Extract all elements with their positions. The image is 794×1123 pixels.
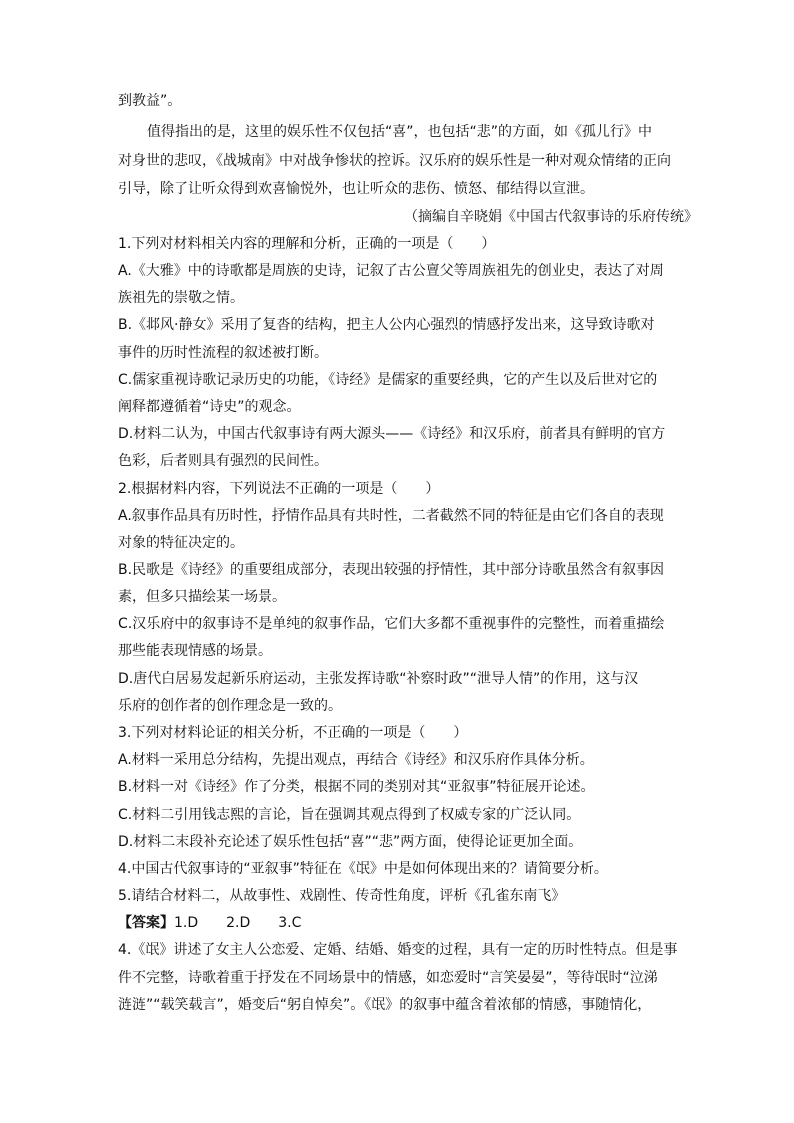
option-line: C.儒家重视诗歌记录历史的功能，《诗经》是儒家的重要经典，它的产生以及后世对它的 xyxy=(118,372,658,388)
option-line: 族祖先的崇敬之情。 xyxy=(118,290,244,306)
option-line: B.民歌是《诗经》的重要组成部分，表现出较强的抒情性，其中部分诗歌虽然含有叙事因 xyxy=(118,562,665,578)
paragraph-line: 引导，除了让听众得到欢喜愉悦外，也让听众的悲伤、愤怒、郁结得以宣泄。 xyxy=(118,181,594,197)
option-line: 色彩，后者则具有强烈的民间性。 xyxy=(118,453,328,469)
option-line: A.《大雅》中的诗歌都是周族的史诗，记叙了古公亶父等周族祖先的创业史，表达了对周 xyxy=(118,263,664,279)
question-stem: 4.中国古代叙事诗的“亚叙事”特征在《氓》中是如何体现出来的？请简要分析。 xyxy=(118,861,608,877)
question-stem: 3.下列对材料论证的相关分析，不正确的一项是（ ） xyxy=(118,725,468,741)
option-line: 对象的特征决定的。 xyxy=(118,535,244,551)
option-line: D.材料二末段补充论述了娱乐性包括“喜”“悲”两方面，使得论证更加全面。 xyxy=(118,834,583,850)
paragraph-line: 值得指出的是，这里的娱乐性不仅包括“喜”，也包括“悲”的方面，如《孤儿行》中 xyxy=(147,124,653,140)
question-stem: 2.根据材料内容，下列说法不正确的一项是（ ） xyxy=(118,481,440,497)
option-line: D.材料二认为，中国古代叙事诗有两大源头——《诗经》和汉乐府，前者具有鲜明的官方 xyxy=(118,426,666,442)
answer-line: 件不完整，诗歌着重于抒发在不同场景中的情感，如恋爱时“言笑晏晏”，等待氓时“泣涕 xyxy=(118,970,658,986)
option-line: B.《邶风·静女》采用了复沓的结构，把主人公内心强烈的情感抒发出来，这导致诗歌对 xyxy=(118,317,655,333)
answer-line xyxy=(118,914,301,932)
source-citation: （摘编自辛晓娟《中国古代叙事诗的乐府传统》 xyxy=(404,209,698,225)
answer-line: 4.《氓》讲述了女主人公恋爱、定婚、结婚、婚变的过程，具有一定的历时性特点。但是事 xyxy=(118,942,678,958)
question-stem: 5.请结合材料二，从故事性、戏剧性、传奇性角度，评析《孔雀东南飞》 xyxy=(118,888,566,904)
answer-label: 【答案】 xyxy=(118,915,174,931)
option-line: A.材料一采用总分结构，先提出观点，再结合《诗经》和汉乐府作具体分析。 xyxy=(118,752,594,768)
option-line: B.材料一对《诗经》作了分类，根据不同的类别对其“亚叙事”特征展开论述。 xyxy=(118,779,595,795)
option-line: 事件的历时性流程的叙述被打断。 xyxy=(118,345,328,361)
option-line: A.叙事作品具有历时性，抒情作品具有共时性，二者截然不同的特征是由它们各自的表现 xyxy=(118,508,664,524)
intro-line: 到教益”。 xyxy=(118,93,182,109)
option-line: C.汉乐府中的叙事诗不是单纯的叙事作品，它们大多都不重视事件的完整性，而着重描绘 xyxy=(118,616,665,632)
answer-line: 涟涟”“载笑载言”，婚变后“躬自悼矣”。《氓》的叙事中蕴含着浓郁的情感，事随情化， xyxy=(118,997,652,1013)
paragraph-line: 对身世的悲叹，《战城南》中对战争惨状的控诉。汉乐府的娱乐性是一种对观众情绪的正向 xyxy=(118,153,671,169)
option-line: 那些能表现情感的场景。 xyxy=(118,643,272,659)
option-line: C.材料二引用钱志熙的言论，旨在强调其观点得到了权威专家的广泛认同。 xyxy=(118,807,581,823)
option-line: 乐府的创作者的创作理念是一致的。 xyxy=(118,698,342,714)
option-line: 素，但多只描绘某一场景。 xyxy=(118,589,286,605)
answer-short: 1.D 2.D 3.C xyxy=(174,915,302,931)
option-line: D.唐代白居易发起新乐府运动，主张发挥诗歌“补察时政”“泄导人情”的作用，这与汉 xyxy=(118,671,639,687)
question-stem: 1.下列对材料相关内容的理解和分析，正确的一项是（ ） xyxy=(118,236,496,252)
option-line: 阐释都遵循着“诗史”的观念。 xyxy=(118,399,301,415)
